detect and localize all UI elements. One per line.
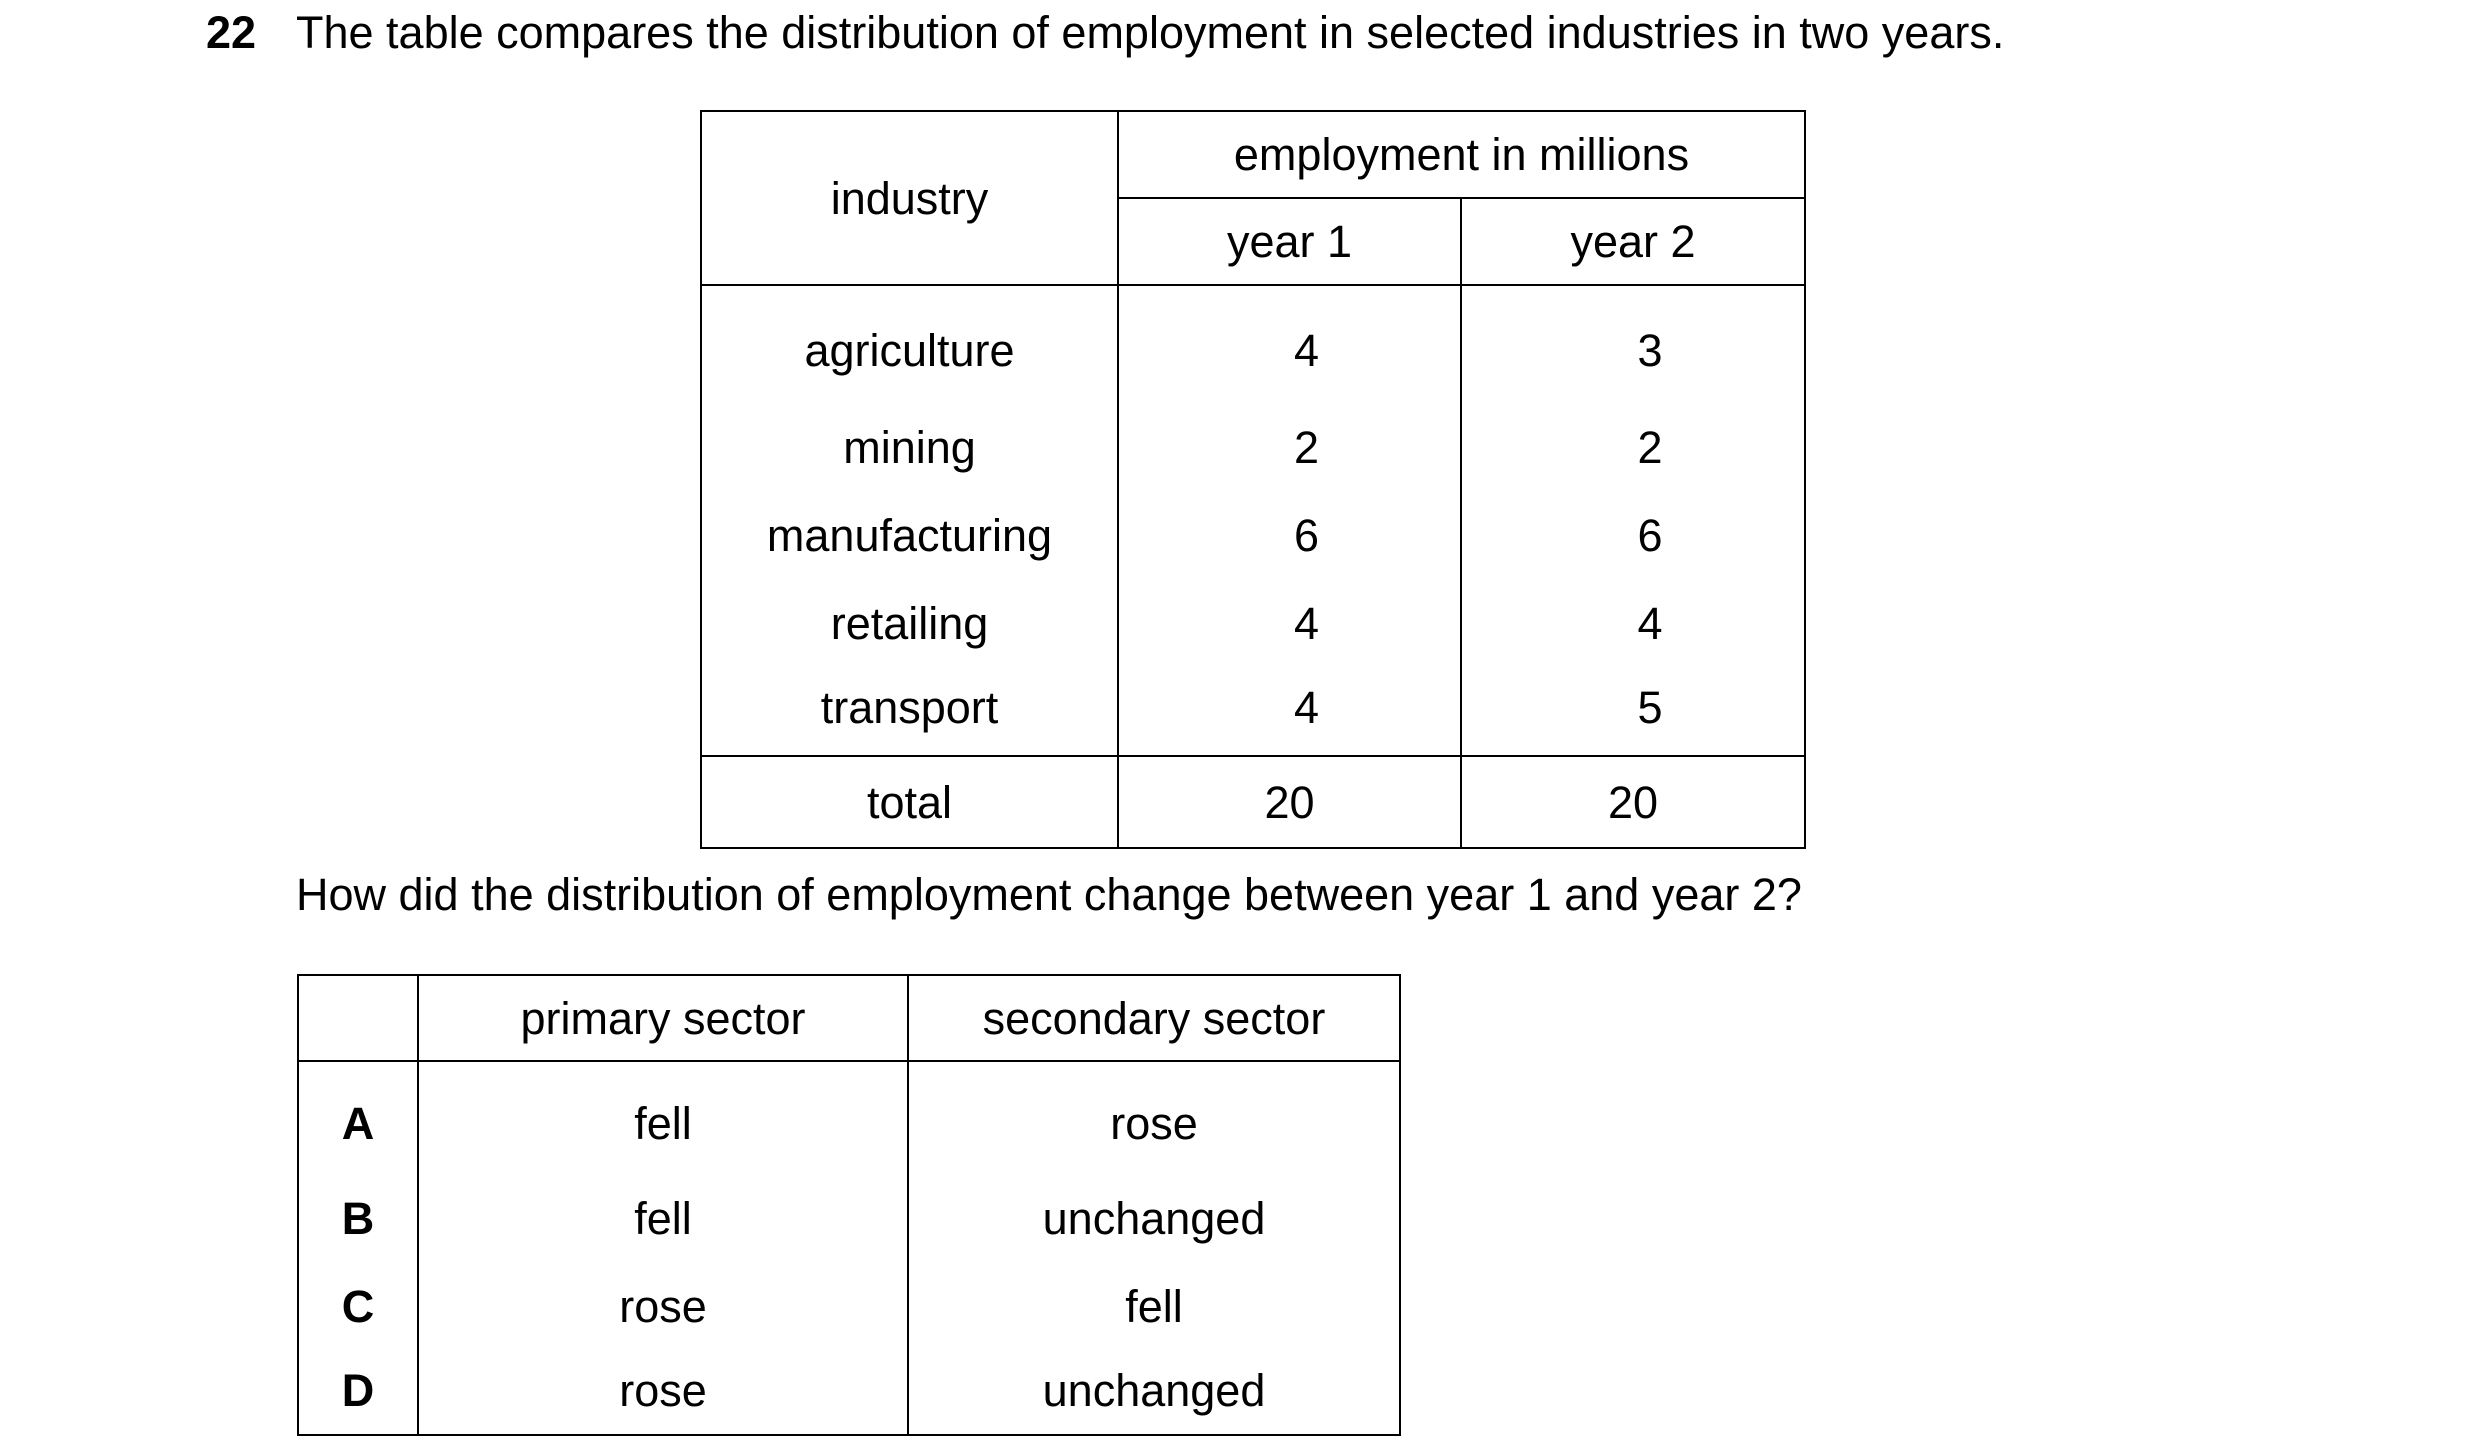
industry-name: mining xyxy=(701,403,1118,491)
year-1-value: 4 xyxy=(1118,667,1461,756)
year-1-value: 2 xyxy=(1118,403,1461,491)
industry-name: agriculture xyxy=(701,285,1118,403)
industry-name: manufacturing xyxy=(701,491,1118,579)
header-primary-sector: primary sector xyxy=(418,975,908,1061)
year-1-value: 4 xyxy=(1118,579,1461,667)
option-letter: B xyxy=(298,1174,418,1262)
header-year-1: year 1 xyxy=(1118,198,1461,285)
header-year-2: year 2 xyxy=(1461,198,1805,285)
option-letter: A xyxy=(298,1061,418,1174)
table-row xyxy=(701,285,1805,403)
option-row-d[interactable] xyxy=(298,1350,1400,1435)
option-primary: rose xyxy=(418,1262,908,1350)
industry-name: retailing xyxy=(701,579,1118,667)
option-secondary: unchanged xyxy=(1042,1192,1266,1244)
option-letter: D xyxy=(298,1350,418,1435)
option-secondary: fell xyxy=(1125,1280,1183,1332)
table-row xyxy=(701,667,1805,756)
year-2-value: 6 xyxy=(1637,509,1663,561)
option-primary: rose xyxy=(418,1350,908,1435)
option-letter: C xyxy=(298,1262,418,1350)
total-year-2: 20 xyxy=(1607,776,1659,828)
table-row xyxy=(701,491,1805,579)
employment-table xyxy=(700,110,1806,849)
total-row xyxy=(701,756,1805,848)
table-row xyxy=(701,579,1805,667)
header-employment: employment in millions xyxy=(1118,111,1805,198)
year-2-value: 4 xyxy=(1637,597,1663,649)
header-secondary-sector: secondary sector xyxy=(908,975,1400,1061)
table-row xyxy=(701,403,1805,491)
year-2-value: 2 xyxy=(1637,421,1663,473)
total-year-1: 20 xyxy=(1118,756,1461,848)
option-row-b[interactable] xyxy=(298,1174,1400,1262)
year-1-value: 6 xyxy=(1118,491,1461,579)
option-secondary: unchanged xyxy=(1042,1364,1266,1416)
year-2-value: 3 xyxy=(1637,325,1663,376)
option-row-c[interactable] xyxy=(298,1262,1400,1350)
option-primary: fell xyxy=(418,1174,908,1262)
question-prompt: How did the distribution of employment change between year 1 and year 2? xyxy=(296,869,1802,920)
option-primary: fell xyxy=(418,1061,908,1174)
header-industry: industry xyxy=(701,111,1118,285)
question-number: 22 xyxy=(206,7,257,58)
year-1-value: 4 xyxy=(1118,285,1461,403)
option-row-a[interactable] xyxy=(298,1061,1400,1174)
option-secondary: rose xyxy=(1110,1097,1198,1149)
year-2-value: 5 xyxy=(1461,667,1805,756)
header-blank xyxy=(298,975,418,1061)
total-label: total xyxy=(701,756,1118,848)
industry-name: transport xyxy=(701,667,1118,756)
question-text: The table compares the distribution of employment in selected industries in two years. xyxy=(296,7,2005,58)
answer-options-table xyxy=(297,974,1401,1436)
